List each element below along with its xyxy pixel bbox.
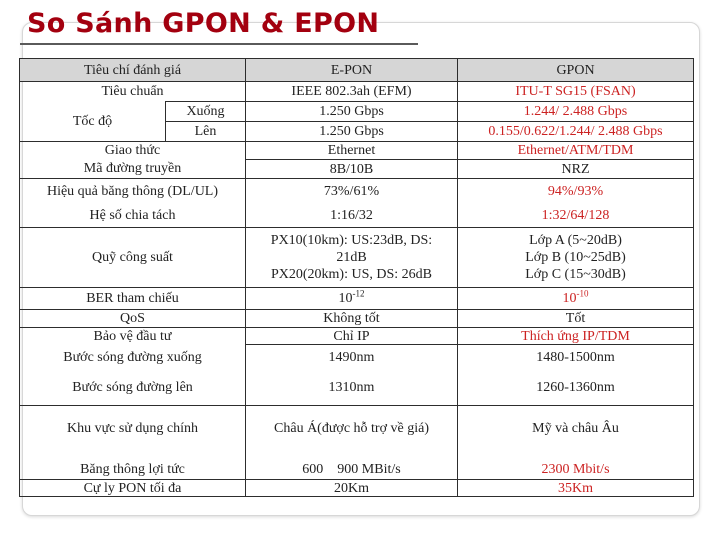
cell-gpon (458, 228, 694, 288)
cell-gpon: NRZ (458, 160, 694, 179)
cell-epon: 600 900 MBit/s (246, 450, 458, 479)
cell-gpon: 1480-1500nm (458, 345, 694, 370)
row-label: Mã đường truyền (20, 160, 246, 179)
table-row (20, 328, 694, 345)
table-row (20, 309, 694, 328)
power-budget-gpon-line: Lớp C (15~30dB) (525, 267, 626, 283)
row-label: BER tham chiếu (20, 288, 246, 309)
cell-epon: IEEE 802.3ah (EFM) (246, 82, 458, 102)
power-budget-epon-line: PX10(10km): US:23dB, DS: (270, 233, 433, 249)
row-sublabel: Xuống (166, 102, 246, 122)
table-row (20, 370, 694, 406)
table-header-row (20, 59, 694, 82)
cell-gpon: Tốt (458, 309, 694, 328)
ber-epon-base: 10 (338, 290, 353, 306)
cell-epon: Chỉ IP (246, 328, 458, 345)
cell-gpon: 0.155/0.622/1.244/ 2.488 Gbps (458, 122, 694, 142)
row-label: Bảo vệ đầu tư (20, 328, 246, 345)
row-label: Hiệu quả băng thông (DL/UL) (20, 178, 246, 203)
row-label: QoS (20, 309, 246, 328)
row-label: Hệ số chia tách (20, 204, 246, 228)
cell-gpon: Thích ứng IP/TDM (458, 328, 694, 345)
row-label: Tiêu chuẩn (20, 82, 246, 102)
cell-epon: 1:16/32 (246, 204, 458, 228)
ber-epon-exponent: -12 (352, 288, 365, 299)
cell-gpon: 94%/93% (458, 178, 694, 203)
cell-epon: 1.250 Gbps (246, 102, 458, 122)
row-label: Tốc độ (20, 102, 166, 142)
power-budget-gpon-line: Lớp B (10~25dB) (525, 250, 626, 266)
cell-epon: 73%/61% (246, 178, 458, 203)
slide-title: So Sánh GPON & EPON (27, 8, 380, 39)
cell-gpon: 1.244/ 2.488 Gbps (458, 102, 694, 122)
cell-epon: 1.250 Gbps (246, 122, 458, 142)
cell-epon (246, 228, 458, 288)
ber-gpon-base: 10 (562, 290, 577, 306)
cell-gpon: 1260-1360nm (458, 370, 694, 406)
row-label: Cự ly PON tối đa (20, 480, 246, 497)
cell-epon: Ethernet (246, 142, 458, 160)
table-row (20, 345, 694, 370)
cell-epon: Không tốt (246, 309, 458, 328)
power-budget-epon-line: 21dB (336, 250, 367, 266)
cell-gpon: Mỹ và châu Âu (458, 406, 694, 450)
table-row (20, 178, 694, 203)
table-row (20, 142, 694, 160)
cell-gpon: Ethernet/ATM/TDM (458, 142, 694, 160)
row-sublabel: Lên (166, 122, 246, 142)
power-budget-epon-line: PX20(20km): US, DS: 26dB (270, 267, 433, 283)
table-row (20, 160, 694, 179)
cell-epon: Châu Á(được hỗ trợ về giá) (246, 406, 458, 450)
header-gpon: GPON (458, 59, 694, 82)
table-row (20, 204, 694, 228)
cell-gpon: 35Km (458, 480, 694, 497)
table-row (20, 288, 694, 309)
row-label: Bước sóng đường lên (20, 370, 246, 406)
row-label: Băng thông lợi tức (20, 450, 246, 479)
header-criteria: Tiêu chí đánh giá (20, 59, 246, 82)
cell-epon: 1310nm (246, 370, 458, 406)
title-underline (20, 43, 418, 45)
row-label: Quỹ công suất (20, 228, 246, 288)
cell-gpon (458, 288, 694, 309)
cell-epon: 1490nm (246, 345, 458, 370)
power-budget-gpon-line: Lớp A (5~20dB) (529, 233, 622, 249)
row-label: Khu vực sử dụng chính (20, 406, 246, 450)
ber-gpon-exponent: -10 (576, 288, 589, 299)
cell-epon: 8B/10B (246, 160, 458, 179)
table-row (20, 406, 694, 450)
header-epon: E-PON (246, 59, 458, 82)
cell-epon: 20Km (246, 480, 458, 497)
row-label: Bước sóng đường xuống (20, 345, 246, 370)
table-row (20, 228, 694, 288)
cell-gpon: 1:32/64/128 (458, 204, 694, 228)
table-row (20, 102, 694, 122)
table-row (20, 480, 694, 497)
cell-gpon: 2300 Mbit/s (458, 450, 694, 479)
comparison-table (19, 58, 694, 497)
cell-gpon: ITU-T SG15 (FSAN) (458, 82, 694, 102)
cell-epon (246, 288, 458, 309)
comparison-table-container (19, 58, 693, 497)
table-row (20, 82, 694, 102)
row-label: Giao thức (20, 142, 246, 160)
table-row (20, 450, 694, 479)
